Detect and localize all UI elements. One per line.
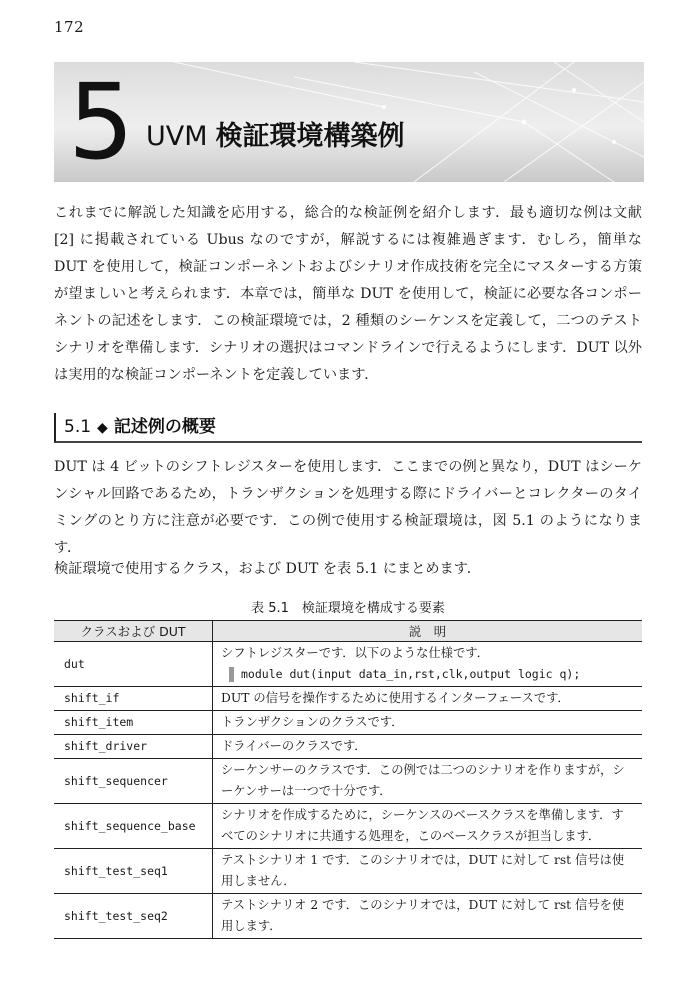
class-name-cell: shift_test_seq2 [54, 894, 213, 939]
class-name-cell: shift_test_seq1 [54, 849, 213, 894]
class-name-cell: dut [54, 642, 213, 687]
table-row [54, 849, 642, 894]
table-row [54, 894, 642, 939]
table-row [54, 687, 642, 711]
code-text: module dut(input data_in,rst,clk,output logic q); [241, 667, 581, 681]
page-number: 172 [54, 18, 85, 36]
class-name-cell: shift_sequence_base [54, 804, 213, 849]
code-bar-icon [229, 667, 234, 682]
chapter-banner [54, 62, 644, 182]
chapter-number: 5 [68, 62, 135, 182]
description-cell [213, 642, 643, 687]
components-table [54, 620, 642, 939]
table-row [54, 759, 642, 804]
code-snippet [221, 664, 634, 685]
section-title: 記述例の概要 [113, 417, 216, 437]
section-number: 5.1 [64, 417, 92, 437]
chapter-title-jp: 検証環境構築例 [215, 121, 405, 152]
table-caption: 表 5.1 検証環境を構成する要素 [251, 601, 445, 616]
table-header-class: クラスおよび DUT [54, 621, 213, 642]
class-name-cell: shift_sequencer [54, 759, 213, 804]
description-cell: DUT の信号を操作するために使用するインターフェースです． [213, 687, 643, 711]
description-cell: テストシナリオ 1 です．このシナリオでは，DUT に対して rst 信号は使用しません． [213, 849, 643, 894]
table-header-row [54, 621, 642, 642]
table-row [54, 804, 642, 849]
class-name-cell: shift_if [54, 687, 213, 711]
table-row [54, 642, 642, 687]
table-row [54, 711, 642, 735]
table-row [54, 735, 642, 759]
chapter-title [146, 114, 405, 153]
chapter-title-latin: UVM [146, 121, 208, 152]
section-heading [54, 413, 642, 443]
table-header-description: 説 明 [213, 621, 643, 642]
section-paragraph-2: 検証環境で使用するクラス，および DUT を表 5.1 にまとめます． [54, 561, 481, 577]
description-text: シフトレジスターです．以下のような仕様です． [221, 646, 489, 660]
description-cell: シーケンサーのクラスです．この例では二つのシナリオを作りますが，シーケンサーは一つで十分です． [213, 759, 643, 804]
description-cell: テストシナリオ 2 です．このシナリオでは，DUT に対して rst 信号を使用します． [213, 894, 643, 939]
class-name-cell: shift_driver [54, 735, 213, 759]
section-paragraph-1: DUT は 4 ビットのシフトレジスターを使用します．ここまでの例と異なり，DUT はシーケンシャル回路であるため，トランザクションを処理する際にドライバーとコレクターのタイミングのとり方に注意が必要です．この例で使用する検証環境は，図 5.1 のようになります． [54, 459, 642, 556]
description-cell: トランザクションのクラスです． [213, 711, 643, 735]
description-cell: シナリオを作成するために，シーケンスのベースクラスを準備します．すべてのシナリオに共通する処理を，このベースクラスが担当します． [213, 804, 643, 849]
intro-paragraph: これまでに解説した知識を応用する，総合的な検証例を紹介します．最も適切な例は文献 [2] に掲載されている Ubus なのですが，解説するには複雑過ぎます．むしろ，簡単な DUT を使用して，検証コンポーネントおよびシナリオ作成技術を完全にマスターする方策が望ましいと考えられます．本章では，簡単な DUT を使用して，検証に必要な各コンポーネントの記述をします．この検証環境では，2 種類のシーケンスを定義して，二つのテストシナリオを準備します．シナリオの選択はコマンドラインで行えるようにします．DUT 以外は実用的な検証コンポーネントを定義しています． [54, 205, 642, 383]
class-name-cell: shift_item [54, 711, 213, 735]
diamond-bullet-icon: ◆ [97, 420, 108, 436]
description-cell: ドライバーのクラスです． [213, 735, 643, 759]
